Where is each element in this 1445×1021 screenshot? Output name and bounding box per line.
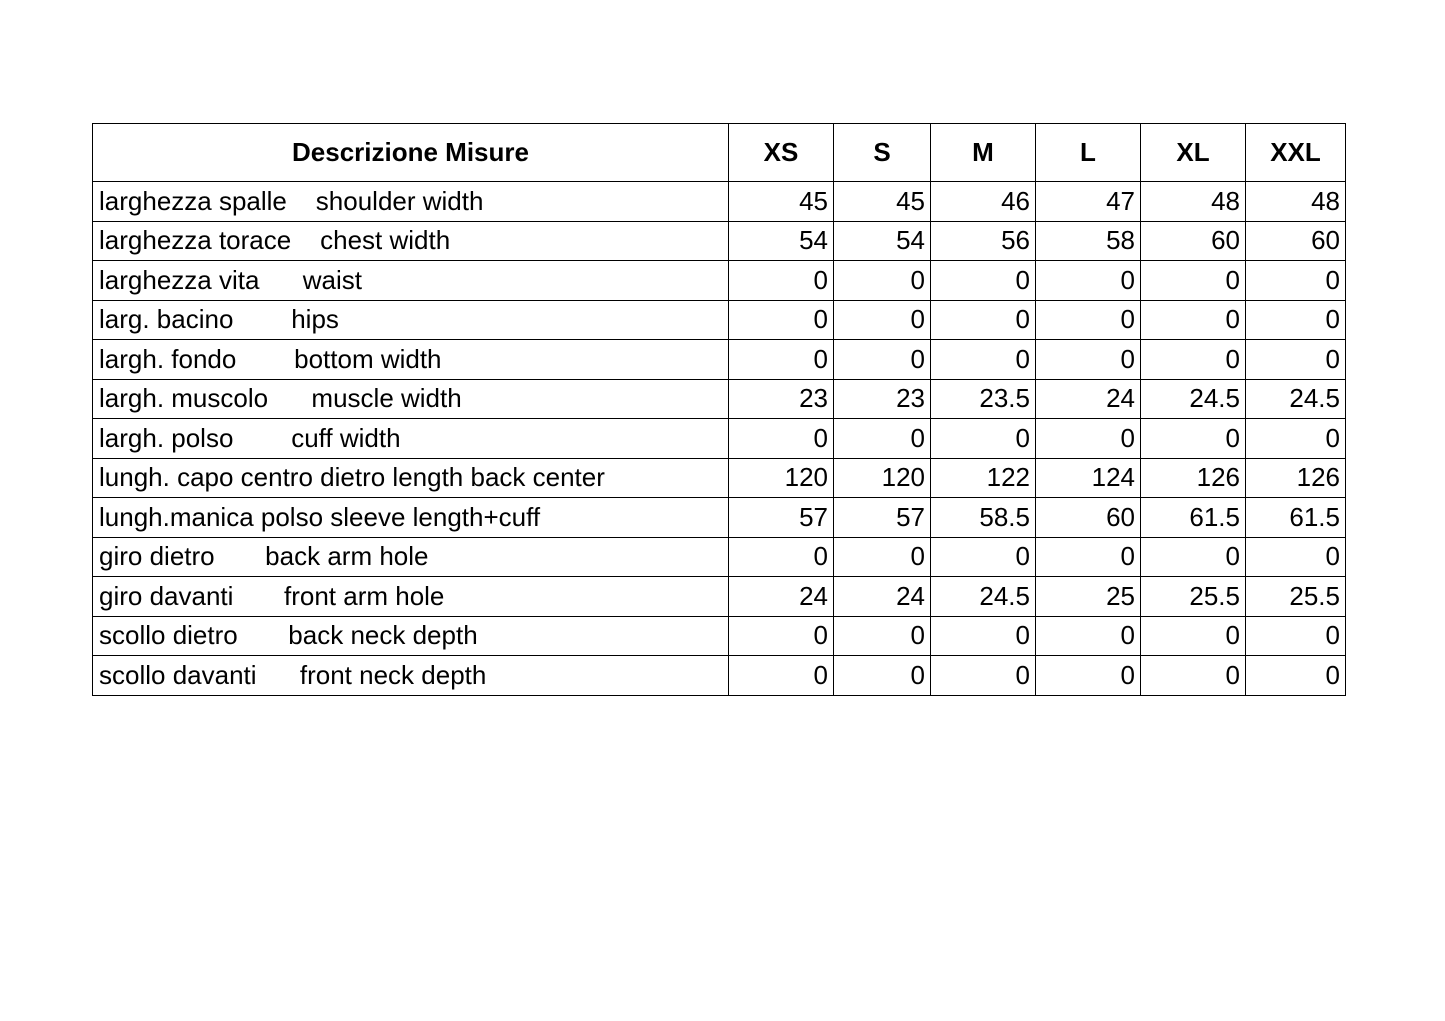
measurement-value: 0 [1036, 419, 1141, 459]
measurement-value: 0 [1036, 261, 1141, 301]
measurement-value: 124 [1036, 458, 1141, 498]
measurement-value: 0 [1246, 616, 1346, 656]
measurement-value: 54 [834, 221, 931, 261]
measurement-value: 0 [931, 537, 1036, 577]
measurement-label: scollo davanti front neck depth [93, 656, 729, 696]
table-row [93, 419, 1346, 459]
measurement-value: 54 [729, 221, 834, 261]
measurement-label: larghezza torace chest width [93, 221, 729, 261]
measurement-value: 0 [1246, 656, 1346, 696]
measurement-label: largh. polso cuff width [93, 419, 729, 459]
measurement-value: 0 [834, 300, 931, 340]
measurement-value: 0 [1141, 419, 1246, 459]
measurement-value: 0 [729, 261, 834, 301]
measurement-label: scollo dietro back neck depth [93, 616, 729, 656]
header-size-xs: XS [729, 124, 834, 182]
measurement-value: 24.5 [1246, 379, 1346, 419]
measurement-value: 48 [1246, 182, 1346, 222]
table-row [93, 340, 1346, 380]
measurement-value: 58.5 [931, 498, 1036, 538]
measurement-value: 24.5 [931, 577, 1036, 617]
measurement-value: 23.5 [931, 379, 1036, 419]
header-description: Descrizione Misure [93, 124, 729, 182]
measurement-label: largh. muscolo muscle width [93, 379, 729, 419]
header-size-s: S [834, 124, 931, 182]
table-body [93, 182, 1346, 696]
measurement-label: giro dietro back arm hole [93, 537, 729, 577]
measurement-value: 0 [1141, 261, 1246, 301]
size-chart-table [92, 123, 1346, 696]
measurement-value: 57 [834, 498, 931, 538]
measurement-value: 0 [1141, 300, 1246, 340]
measurement-value: 126 [1141, 458, 1246, 498]
measurement-value: 47 [1036, 182, 1141, 222]
measurement-value: 61.5 [1246, 498, 1346, 538]
measurement-value: 0 [834, 261, 931, 301]
measurement-label: giro davanti front arm hole [93, 577, 729, 617]
measurement-value: 60 [1036, 498, 1141, 538]
measurement-label: larghezza spalle shoulder width [93, 182, 729, 222]
measurement-value: 0 [729, 340, 834, 380]
measurement-value: 0 [834, 340, 931, 380]
table-row [93, 221, 1346, 261]
measurement-value: 24 [834, 577, 931, 617]
measurement-value: 45 [834, 182, 931, 222]
measurement-value: 0 [834, 616, 931, 656]
measurement-value: 61.5 [1141, 498, 1246, 538]
measurement-value: 0 [931, 616, 1036, 656]
measurement-value: 24 [1036, 379, 1141, 419]
measurement-value: 0 [931, 261, 1036, 301]
measurement-value: 0 [1246, 261, 1346, 301]
measurement-value: 0 [1141, 616, 1246, 656]
measurement-value: 0 [729, 300, 834, 340]
measurement-value: 23 [729, 379, 834, 419]
measurement-value: 0 [1246, 300, 1346, 340]
measurement-value: 57 [729, 498, 834, 538]
measurement-value: 0 [729, 419, 834, 459]
measurement-value: 0 [1246, 340, 1346, 380]
measurement-value: 0 [834, 537, 931, 577]
measurement-value: 0 [931, 340, 1036, 380]
measurement-value: 25 [1036, 577, 1141, 617]
measurement-label: lungh. capo centro dietro length back center [93, 458, 729, 498]
measurement-value: 0 [834, 419, 931, 459]
measurement-value: 46 [931, 182, 1036, 222]
measurement-value: 0 [931, 656, 1036, 696]
measurement-value: 25.5 [1141, 577, 1246, 617]
measurement-value: 48 [1141, 182, 1246, 222]
measurement-label: larg. bacino hips [93, 300, 729, 340]
measurement-value: 120 [834, 458, 931, 498]
measurement-value: 0 [1036, 340, 1141, 380]
measurement-value: 0 [1036, 656, 1141, 696]
header-size-xl: XL [1141, 124, 1246, 182]
table-row [93, 300, 1346, 340]
table-row [93, 379, 1346, 419]
measurement-value: 0 [931, 300, 1036, 340]
header-row [93, 124, 1346, 182]
measurement-value: 24 [729, 577, 834, 617]
table-row [93, 577, 1346, 617]
measurement-value: 0 [931, 419, 1036, 459]
measurement-label: lungh.manica polso sleeve length+cuff [93, 498, 729, 538]
table-row [93, 261, 1346, 301]
measurement-value: 122 [931, 458, 1036, 498]
measurement-value: 58 [1036, 221, 1141, 261]
measurement-value: 0 [1036, 616, 1141, 656]
measurement-value: 0 [1141, 537, 1246, 577]
measurement-label: largh. fondo bottom width [93, 340, 729, 380]
measurement-value: 120 [729, 458, 834, 498]
measurement-value: 0 [729, 656, 834, 696]
table-row [93, 537, 1346, 577]
header-size-m: M [931, 124, 1036, 182]
table-row [93, 498, 1346, 538]
table-row [93, 458, 1346, 498]
measurement-value: 0 [1246, 537, 1346, 577]
measurement-value: 0 [729, 616, 834, 656]
measurement-value: 25.5 [1246, 577, 1346, 617]
table-row [93, 182, 1346, 222]
measurement-value: 0 [1246, 419, 1346, 459]
measurement-value: 0 [1036, 537, 1141, 577]
measurement-value: 56 [931, 221, 1036, 261]
measurement-value: 126 [1246, 458, 1346, 498]
table-row [93, 656, 1346, 696]
measurement-value: 45 [729, 182, 834, 222]
measurement-value: 0 [1036, 300, 1141, 340]
measurement-value: 24.5 [1141, 379, 1246, 419]
header-size-l: L [1036, 124, 1141, 182]
measurement-value: 0 [1141, 340, 1246, 380]
measurement-value: 0 [729, 537, 834, 577]
measurement-value: 0 [1141, 656, 1246, 696]
measurement-value: 0 [834, 656, 931, 696]
measurement-value: 60 [1246, 221, 1346, 261]
header-size-xxl: XXL [1246, 124, 1346, 182]
measurement-label: larghezza vita waist [93, 261, 729, 301]
measurement-value: 23 [834, 379, 931, 419]
measurement-value: 60 [1141, 221, 1246, 261]
table-row [93, 616, 1346, 656]
